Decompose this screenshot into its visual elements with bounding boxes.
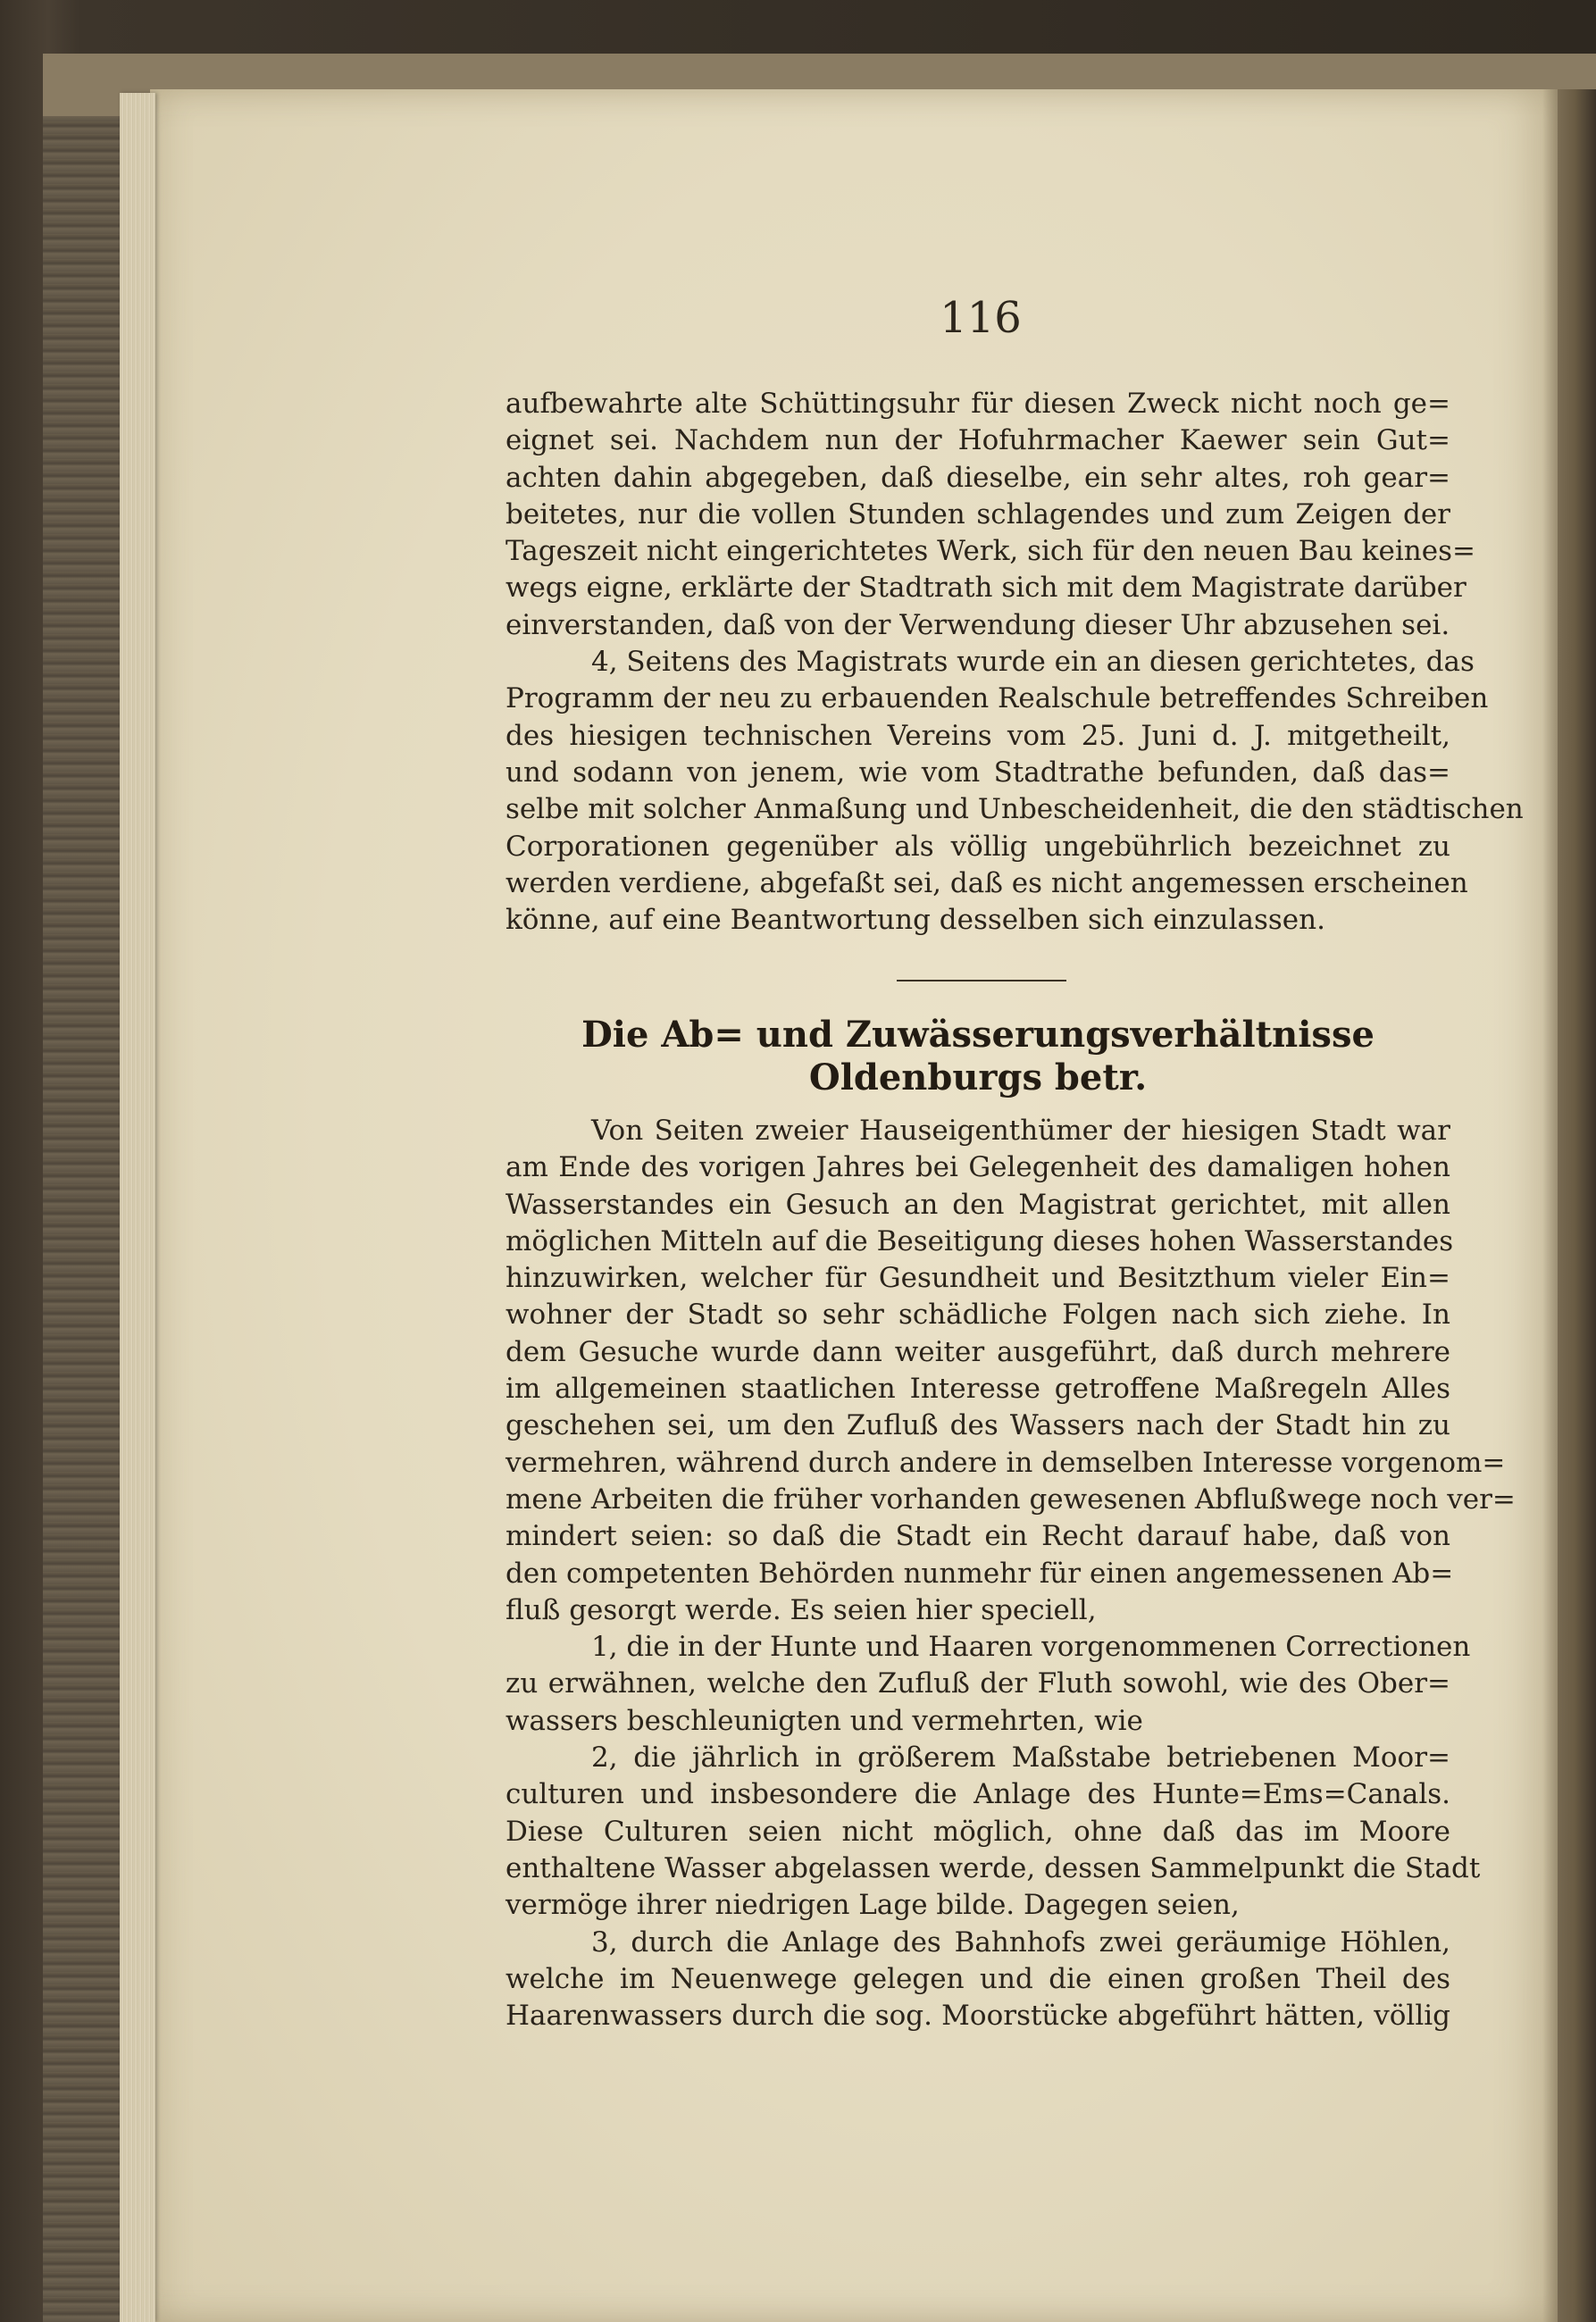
text-line: aufbewahrte alte Schüttingsuhr für diesen Zweck nicht noch ge=: [506, 388, 1450, 420]
text-line: wohner der Stadt so sehr schädliche Folgen nach sich ziehe. In: [506, 1299, 1450, 1332]
text-line: 4, Seitens des Magistrats wurde ein an diesen gerichtetes, das: [591, 646, 1475, 679]
text-line: mindert seien: so daß die Stadt ein Recht darauf habe, daß von: [506, 1520, 1450, 1553]
text-line: Diese Culturen seien nicht möglich, ohne daß das im Moore: [506, 1815, 1450, 1848]
text-line: 1, die in der Hunte und Haaren vorgenommenen Correctionen: [591, 1631, 1471, 1664]
text-block-bottom: [506, 1113, 1516, 2034]
text-line: eignet sei. Nachdem nun der Hofuhrmacher Kaewer sein Gut=: [506, 424, 1450, 457]
text-line: vermöge ihrer niedrigen Lage bilde. Dagegen seien,: [506, 1889, 1240, 1922]
text-line: des hiesigen technischen Vereins vom 25. Juni d. J. mitgetheilt,: [506, 719, 1450, 752]
text-line: könne, auf eine Beantwortung desselben sich einzulassen.: [506, 904, 1325, 937]
section-heading: Die Ab= und Zuwässerungsverhältnisse: [581, 1014, 1375, 1056]
text-line: 3, durch die Anlage des Bahnhofs zwei geräumige Höhlen,: [591, 1925, 1450, 1959]
text-line: hinzuwirken, welcher für Gesundheit und Besitzthum vieler Ein=: [506, 1262, 1450, 1295]
text-line: selbe mit solcher Anmaßung und Unbescheidenheit, die den städtischen: [506, 793, 1524, 826]
text-block-top: [506, 386, 1524, 939]
text-line: Corporationen gegenüber als völlig ungebührlich bezeichnet zu: [506, 830, 1450, 863]
text-line: und sodann von jenem, wie vom Stadtrathe befunden, daß das=: [506, 756, 1450, 789]
text-line: am Ende des vorigen Jahres bei Gelegenheit des damaligen hohen: [506, 1151, 1450, 1184]
text-line: beitetes, nur die vollen Stunden schlagendes und zum Zeigen der: [506, 497, 1450, 530]
text-line: achten dahin abgegeben, daß dieselbe, ein sehr altes, roh gear=: [506, 461, 1450, 494]
page-number: 116: [940, 293, 1022, 343]
page-edges: [120, 93, 155, 2322]
text-line: Programm der neu zu erbauenden Realschule betreffendes Schreiben: [506, 682, 1489, 715]
text-line: wassers beschleunigten und vermehrten, wie: [506, 1704, 1143, 1737]
section-divider: [897, 980, 1066, 981]
text-line: culturen und insbesondere die Anlage des Hunte=Ems=Canals.: [506, 1778, 1450, 1811]
text-line: zu erwähnen, welche den Zufluß der Fluth sowohl, wie des Ober=: [506, 1667, 1450, 1700]
text-line: welche im Neuenwege gelegen und die einen großen Theil des: [506, 1962, 1450, 1995]
text-line: Wasserstandes ein Gesuch an den Magistrat gerichtet, mit allen: [506, 1188, 1450, 1221]
section-heading: Oldenburgs betr.: [808, 1057, 1148, 1098]
text-line: mene Arbeiten die früher vorhanden gewesenen Abflußwege noch ver=: [506, 1483, 1516, 1516]
text-line: geschehen sei, um den Zufluß des Wassers nach der Stadt hin zu: [506, 1409, 1450, 1442]
text-line: Tageszeit nicht eingerichtetes Werk, sich für den neuen Bau keines=: [506, 535, 1475, 568]
text-line: möglichen Mitteln auf die Beseitigung dieses hohen Wasserstandes: [506, 1224, 1454, 1257]
text-line: vermehren, während durch andere in demselben Interesse vorgenom=: [506, 1446, 1506, 1479]
text-line: dem Gesuche wurde dann weiter ausgeführt, daß durch mehrere: [506, 1335, 1450, 1368]
text-line: Von Seiten zweier Hauseigenthümer der hiesigen Stadt war: [591, 1115, 1450, 1147]
page-gutter-shadow: [1542, 89, 1596, 2322]
text-line: Haarenwassers durch die sog. Moorstücke abgeführt hätten, völlig: [506, 2000, 1450, 2033]
text-line: einverstanden, daß von der Verwendung dieser Uhr abzusehen sei.: [506, 608, 1450, 641]
text-line: enthaltene Wasser abgelassen werde, dessen Sammelpunkt die Stadt: [506, 1851, 1481, 1884]
text-line: werden verdiene, abgefaßt sei, daß es nicht angemessen erscheinen: [506, 866, 1468, 899]
text-line: im allgemeinen staatlichen Interesse getroffene Maßregeln Alles: [506, 1373, 1450, 1406]
text-line: 2, die jährlich in größerem Maßstabe betriebenen Moor=: [591, 1742, 1450, 1775]
text-line: den competenten Behörden nunmehr für einen angemessenen Ab=: [506, 1557, 1454, 1590]
book-spine-strip: [43, 116, 125, 2322]
text-line: wegs eigne, erklärte der Stadtrath sich mit dem Magistrate darüber: [506, 572, 1466, 605]
text-line: fluß gesorgt werde. Es seien hier speciell,: [506, 1593, 1097, 1626]
